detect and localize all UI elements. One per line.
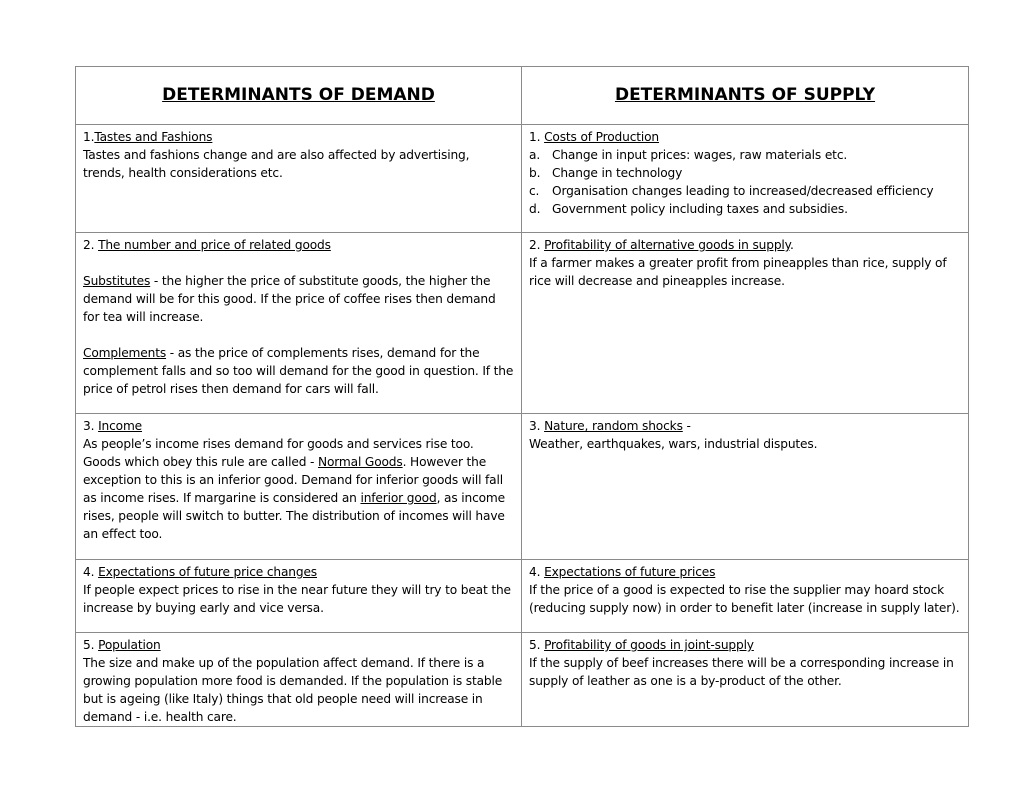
demand-2-number: 2. <box>83 238 99 252</box>
demand-1-number: 1. <box>83 130 95 144</box>
supply-4-title: Expectations of future prices <box>544 565 716 579</box>
supply-cell-1 <box>522 125 969 233</box>
demand-header: DETERMINANTS OF DEMAND <box>162 85 435 105</box>
supply-2-heading <box>529 236 961 254</box>
demand-3-number: 3. <box>83 419 99 433</box>
list-item <box>529 164 961 182</box>
demand-header-cell <box>76 67 522 125</box>
income-text-a: As people’s income rises demand for goods and services rise too. Goods which obey this rule are called - <box>83 437 474 469</box>
supply-2-number: 2. <box>529 238 545 252</box>
supply-3-heading <box>529 417 961 435</box>
supply-cell-4 <box>522 560 969 633</box>
list-item <box>529 146 961 164</box>
supply-1-list <box>529 146 961 218</box>
supply-3-title-suffix: - <box>682 419 691 433</box>
demand-3-heading <box>83 417 514 435</box>
demand-5-number: 5. <box>83 638 99 652</box>
supply-4-text: If the price of a good is expected to rise the supplier may hoard stock (reducing supply now) in order to benefit later (increase in supply later). <box>529 583 960 615</box>
list-item <box>529 200 961 218</box>
supply-cell-5 <box>522 633 969 727</box>
demand-4-number: 4. <box>83 565 99 579</box>
supply-cell-3 <box>522 414 969 560</box>
demand-4-text: If people expect prices to rise in the near future they will try to beat the increase by buying early and vice versa. <box>83 583 511 615</box>
supply-header: DETERMINANTS OF SUPPLY <box>614 85 876 105</box>
table-row <box>76 560 969 633</box>
demand-cell-5 <box>76 633 522 727</box>
list-item-text: Organisation changes leading to increased/decreased efficiency <box>552 184 934 198</box>
supply-header-cell <box>522 67 969 125</box>
demand-5-heading <box>83 636 514 654</box>
list-item-text: Change in technology <box>552 166 683 180</box>
supply-1-title: Costs of Production <box>544 130 659 144</box>
inferior-good-term: inferior good <box>360 491 437 505</box>
income-text-c: , as income rises, people will switch to butter. The distribution of incomes will have an effect too. <box>83 491 505 541</box>
substitutes-term: Substitutes <box>83 274 151 288</box>
demand-5-text: The size and make up of the population affect demand. If there is a growing population more food is demanded. If the population is stable but is ageing (like Italy) things that old people need will increase in demand - i.e. health care. <box>83 656 503 724</box>
table-row <box>76 233 969 414</box>
supply-4-number: 4. <box>529 565 545 579</box>
demand-1-title: Tastes and Fashions <box>94 130 213 144</box>
demand-3-title: Income <box>98 419 143 433</box>
supply-5-number: 5. <box>529 638 545 652</box>
complements-term: Complements <box>83 346 167 360</box>
supply-5-title: Profitability of goods in joint-supply <box>544 638 754 652</box>
list-item-letter: d. <box>529 202 541 216</box>
list-item <box>529 182 961 200</box>
table-row <box>76 125 969 233</box>
demand-2-complements <box>83 344 514 398</box>
supply-3-title: Nature, random shocks <box>544 419 683 433</box>
demand-1-heading <box>83 128 514 146</box>
supply-2-text: If a farmer makes a greater profit from pineapples than rice, supply of rice will decrease and pineapples increase. <box>529 256 947 288</box>
list-item-text: Government policy including taxes and subsidies. <box>552 202 848 216</box>
supply-2-title: Profitability of alternative goods in supply <box>544 238 790 252</box>
substitutes-text: - the higher the price of substitute goods, the higher the demand will be for this good. If the price of coffee rises then demand for tea will increase. <box>83 274 496 324</box>
spacer <box>83 254 514 272</box>
table-row <box>76 414 969 560</box>
supply-3-text: Weather, earthquakes, wars, industrial disputes. <box>529 437 818 451</box>
demand-cell-2 <box>76 233 522 414</box>
supply-3-number: 3. <box>529 419 545 433</box>
demand-4-heading <box>83 563 514 581</box>
supply-1-number: 1. <box>529 130 545 144</box>
determinants-table <box>75 66 969 727</box>
demand-4-title: Expectations of future price changes <box>98 565 317 579</box>
supply-2-title-suffix: . <box>789 238 794 252</box>
complements-text: - as the price of complements rises, demand for the complement falls and so too will demand for the good in question. If the price of petrol rises then demand for cars will fall. <box>83 346 514 396</box>
normal-goods-term: Normal Goods <box>317 455 403 469</box>
supply-5-heading <box>529 636 961 654</box>
table-row <box>76 633 969 727</box>
spacer <box>83 326 514 344</box>
demand-5-title: Population <box>98 638 161 652</box>
list-item-letter: a. <box>529 148 541 162</box>
demand-3-text <box>83 435 514 543</box>
header-row <box>76 67 969 125</box>
demand-2-substitutes <box>83 272 514 326</box>
supply-5-text: If the supply of beef increases there will be a corresponding increase in supply of leather as one is a by-product of the other. <box>529 656 954 688</box>
income-text-b: . However the exception to this is an inferior good. Demand for inferior goods will fall as income rises. If margarine is considered an <box>83 455 503 505</box>
demand-1-text: Tastes and fashions change and are also affected by advertising, trends, health considerations etc. <box>83 148 470 180</box>
demand-2-title: The number and price of related goods <box>98 238 331 252</box>
supply-4-heading <box>529 563 961 581</box>
demand-cell-1 <box>76 125 522 233</box>
demand-cell-4 <box>76 560 522 633</box>
supply-cell-2 <box>522 233 969 414</box>
list-item-text: Change in input prices: wages, raw materials etc. <box>552 148 848 162</box>
supply-1-heading <box>529 128 961 146</box>
demand-2-heading <box>83 236 514 254</box>
list-item-letter: c. <box>529 184 540 198</box>
list-item-letter: b. <box>529 166 541 180</box>
demand-cell-3 <box>76 414 522 560</box>
